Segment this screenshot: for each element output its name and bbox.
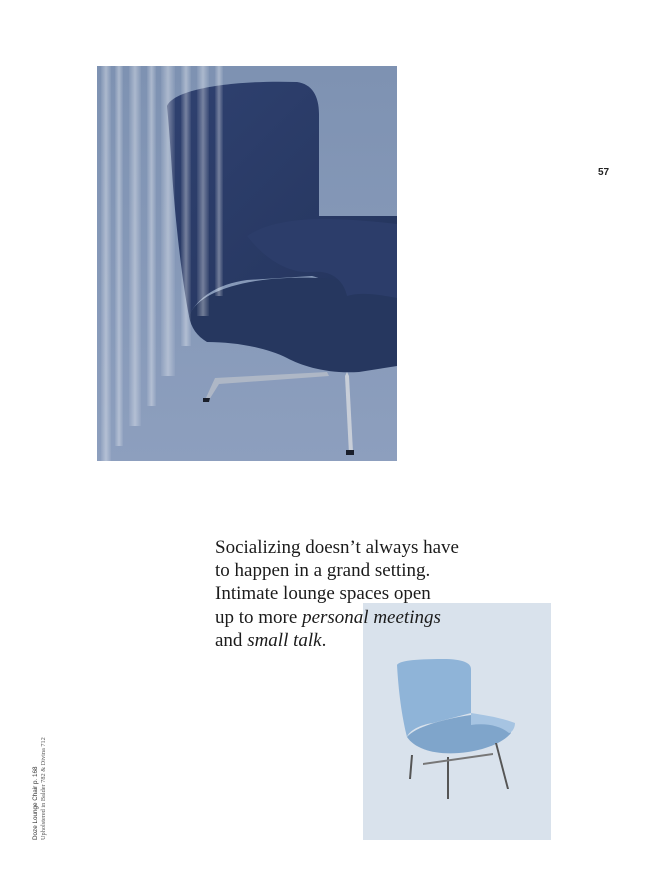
dark-blue-lounge-chair-image	[97, 66, 397, 461]
quote-line-3: Intimate lounge spaces open	[215, 583, 431, 605]
hero-chair-photo	[97, 66, 397, 461]
caption-subtitle: Upholstered in Balder 782 & Divina 712	[40, 737, 47, 840]
quote-line-5: and	[215, 629, 248, 651]
caption-title: Doze Lounge Chair p. 168	[32, 766, 39, 840]
pull-quote	[215, 536, 515, 652]
quote-italic-small-talk: small talk	[247, 629, 322, 651]
quote-line-4: up to more	[215, 606, 303, 628]
quote-period: .	[321, 629, 327, 651]
quote-italic-personal-meetings: personal meetings	[302, 606, 441, 628]
photo-caption	[32, 737, 48, 840]
quote-line-1: Socializing doesn’t always have	[215, 537, 459, 558]
quote-line-2: to happen in a grand setting.	[215, 560, 431, 582]
page-number: 57	[598, 167, 610, 178]
